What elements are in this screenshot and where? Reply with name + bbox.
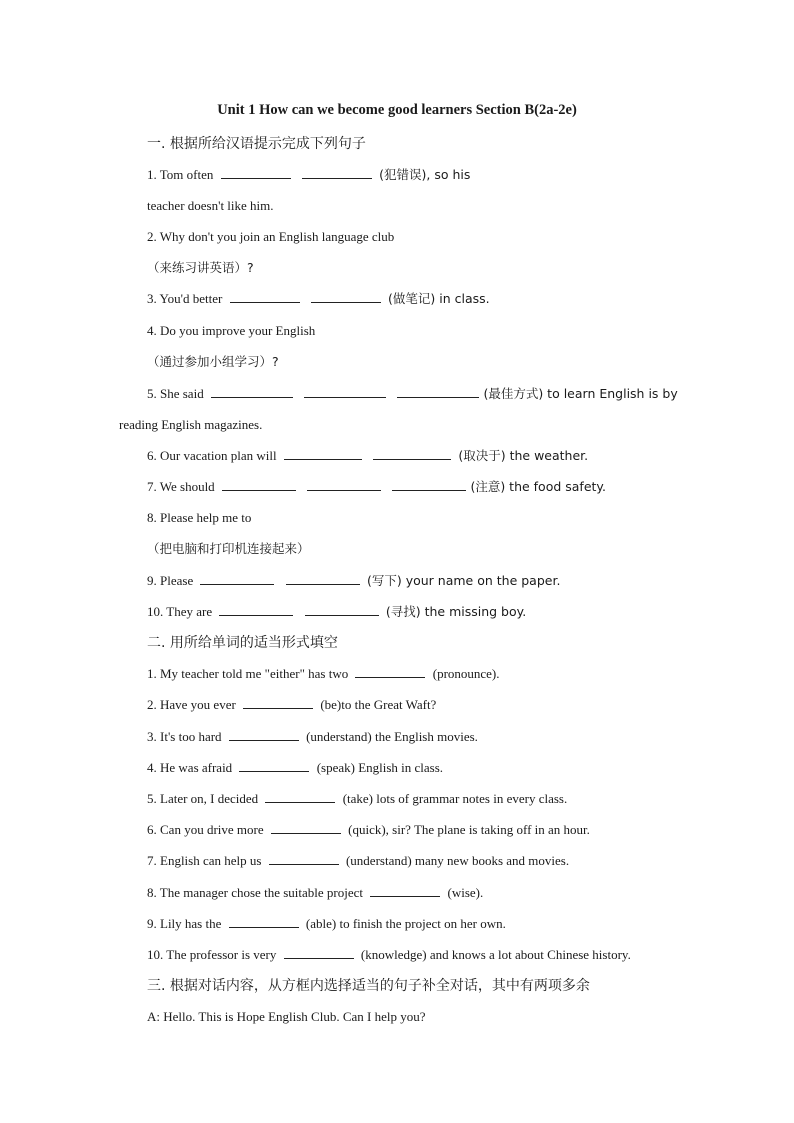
s1-question-2: 2. Why don't you join an English language club xyxy=(147,229,395,244)
answer-blank[interactable] xyxy=(230,290,300,303)
answer-blank[interactable] xyxy=(243,696,313,709)
s1-question-9: 9. Please (写下) your name on the paper. xyxy=(147,573,561,588)
s2-question-1: 1. My teacher told me "either" has two (pronounce). xyxy=(147,666,500,681)
s2-question-5: 5. Later on, I decided (take) lots of grammar notes in every class. xyxy=(147,791,568,806)
page-title: Unit 1 How can we become good learners Section B(2a-2e) xyxy=(217,102,577,118)
s1-question-10: 10. They are (寻找) the missing boy. xyxy=(147,604,527,619)
s1-question-6: 6. Our vacation plan will (取决于) the weather. xyxy=(147,448,589,463)
s2-question-3: 3. It's too hard (understand) the English movies. xyxy=(147,729,478,744)
s2-question-6: 6. Can you drive more (quick), sir? The plane is taking off in an hour. xyxy=(147,822,590,837)
dialogue-line-a1: A: Hello. This is Hope English Club. Can I help you? xyxy=(147,1009,426,1024)
answer-blank[interactable] xyxy=(222,478,296,491)
s1-question-5-cont: reading English magazines. xyxy=(119,417,263,432)
s2-question-9: 9. Lily has the (able) to finish the project on her own. xyxy=(147,916,506,931)
answer-blank[interactable] xyxy=(305,603,379,616)
answer-blank[interactable] xyxy=(239,759,309,772)
answer-blank[interactable] xyxy=(370,884,440,897)
answer-blank[interactable] xyxy=(286,572,360,585)
answer-blank[interactable] xyxy=(221,166,291,179)
answer-blank[interactable] xyxy=(373,447,451,460)
section3-heading: 三. 根据对话内容，从方框内选择适当的句子补全对话，其中有两项多余 xyxy=(147,978,590,994)
section2-heading: 二. 用所给单词的适当形式填空 xyxy=(147,635,338,651)
answer-blank[interactable] xyxy=(284,946,354,959)
answer-blank[interactable] xyxy=(211,385,293,398)
answer-blank[interactable] xyxy=(271,821,341,834)
s1-question-2-hint: （来练习讲英语）? xyxy=(147,260,254,275)
s1-question-1: 1. Tom often (犯错误), so his xyxy=(147,167,471,182)
answer-blank[interactable] xyxy=(392,478,466,491)
answer-blank[interactable] xyxy=(229,915,299,928)
answer-blank[interactable] xyxy=(229,728,299,741)
s2-question-10: 10. The professor is very (knowledge) and knows a lot about Chinese history. xyxy=(147,947,631,962)
answer-blank[interactable] xyxy=(302,166,372,179)
s1-question-8-hint: （把电脑和打印机连接起来） xyxy=(147,541,310,556)
answer-blank[interactable] xyxy=(265,790,335,803)
answer-blank[interactable] xyxy=(355,665,425,678)
answer-blank[interactable] xyxy=(304,385,386,398)
s1-question-4: 4. Do you improve your English xyxy=(147,323,316,338)
answer-blank[interactable] xyxy=(200,572,274,585)
s2-question-2: 2. Have you ever (be)to the Great Waft? xyxy=(147,697,437,712)
s1-question-4-hint: （通过参加小组学习）? xyxy=(147,354,279,369)
s1-question-7: 7. We should (注意) the food safety. xyxy=(147,479,607,494)
answer-blank[interactable] xyxy=(311,290,381,303)
s1-question-5: 5. She said (最佳方式) to learn English is by xyxy=(147,386,678,401)
answer-blank[interactable] xyxy=(307,478,381,491)
s2-question-8: 8. The manager chose the suitable project (wise). xyxy=(147,885,484,900)
s2-question-4: 4. He was afraid (speak) English in class. xyxy=(147,760,444,775)
answer-blank[interactable] xyxy=(219,603,293,616)
s1-question-1-cont: teacher doesn't like him. xyxy=(147,198,274,213)
s2-question-7: 7. English can help us (understand) many new books and movies. xyxy=(147,853,570,868)
section1-heading: 一. 根据所给汉语提示完成下列句子 xyxy=(147,136,366,152)
answer-blank[interactable] xyxy=(397,385,479,398)
s1-question-8: 8. Please help me to xyxy=(147,510,252,525)
s1-question-3: 3. You'd better (做笔记) in class. xyxy=(147,291,490,306)
answer-blank[interactable] xyxy=(269,852,339,865)
answer-blank[interactable] xyxy=(284,447,362,460)
